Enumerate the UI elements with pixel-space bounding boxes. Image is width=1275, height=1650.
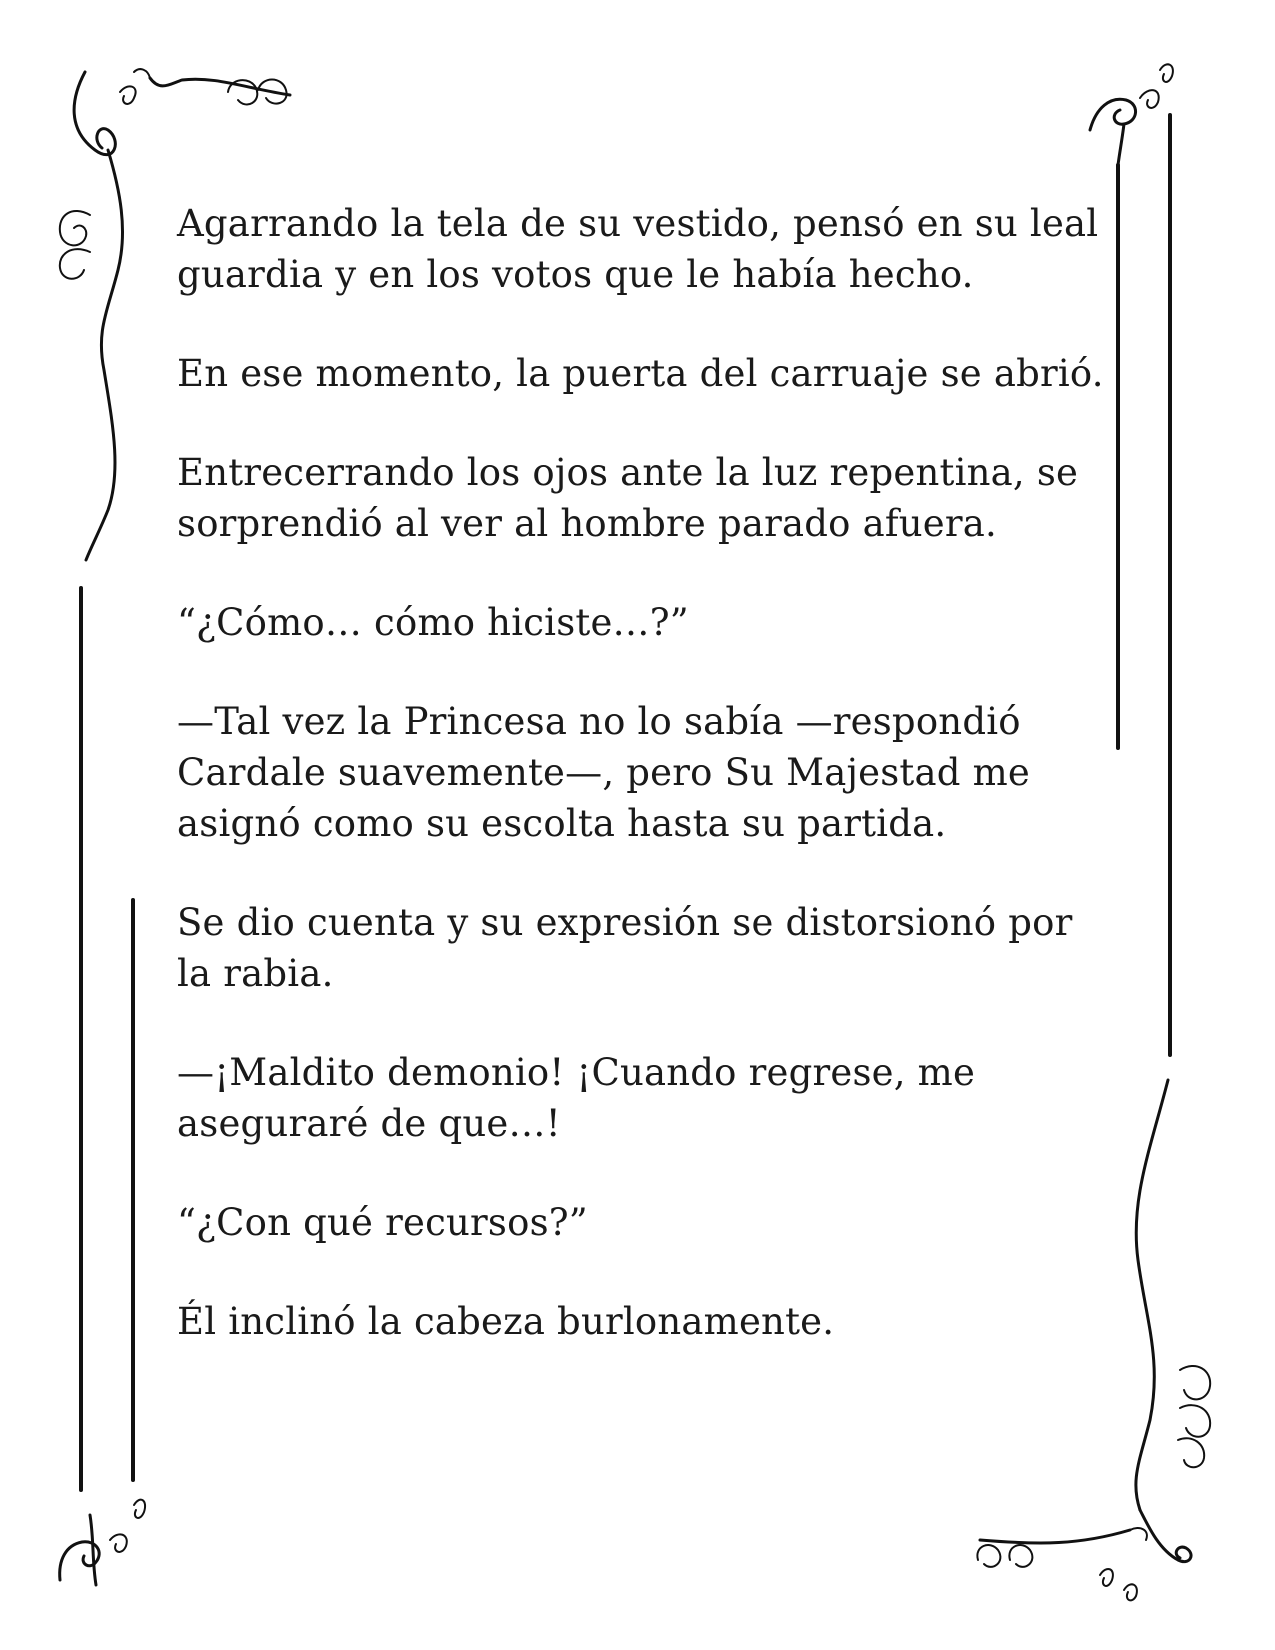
paragraph: En ese momento, la puerta del carruaje se abrió. <box>177 352 1104 395</box>
paragraph: Se dio cuenta y su expresión se distorsionó por la rabia. <box>177 901 1073 995</box>
dialogue-paragraph: “¿Cómo… cómo hiciste…?” <box>177 601 689 644</box>
paragraph: Agarrando la tela de su vestido, pensó en su leal guardia y en los votos que le había hecho. <box>177 202 1099 296</box>
paragraph: Él inclinó la cabeza burlonamente. <box>177 1300 835 1343</box>
paragraph: Entrecerrando los ojos ante la luz repentina, se sorprendió al ver al hombre parado afuera. <box>177 451 1079 545</box>
flourish-top-right-icon <box>1090 64 1173 165</box>
flourish-bottom-left-icon <box>60 1500 145 1585</box>
story-text <box>177 198 1107 1395</box>
dialogue-paragraph: —¡Maldito demonio! ¡Cuando regrese, me aseguraré de que…! <box>177 1051 976 1145</box>
dialogue-paragraph: —Tal vez la Princesa no lo sabía —respondió Cardale suavemente—, pero Su Majestad me asignó como su escolta hasta su partida. <box>177 700 1030 845</box>
dialogue-paragraph: “¿Con qué recursos?” <box>177 1201 588 1244</box>
